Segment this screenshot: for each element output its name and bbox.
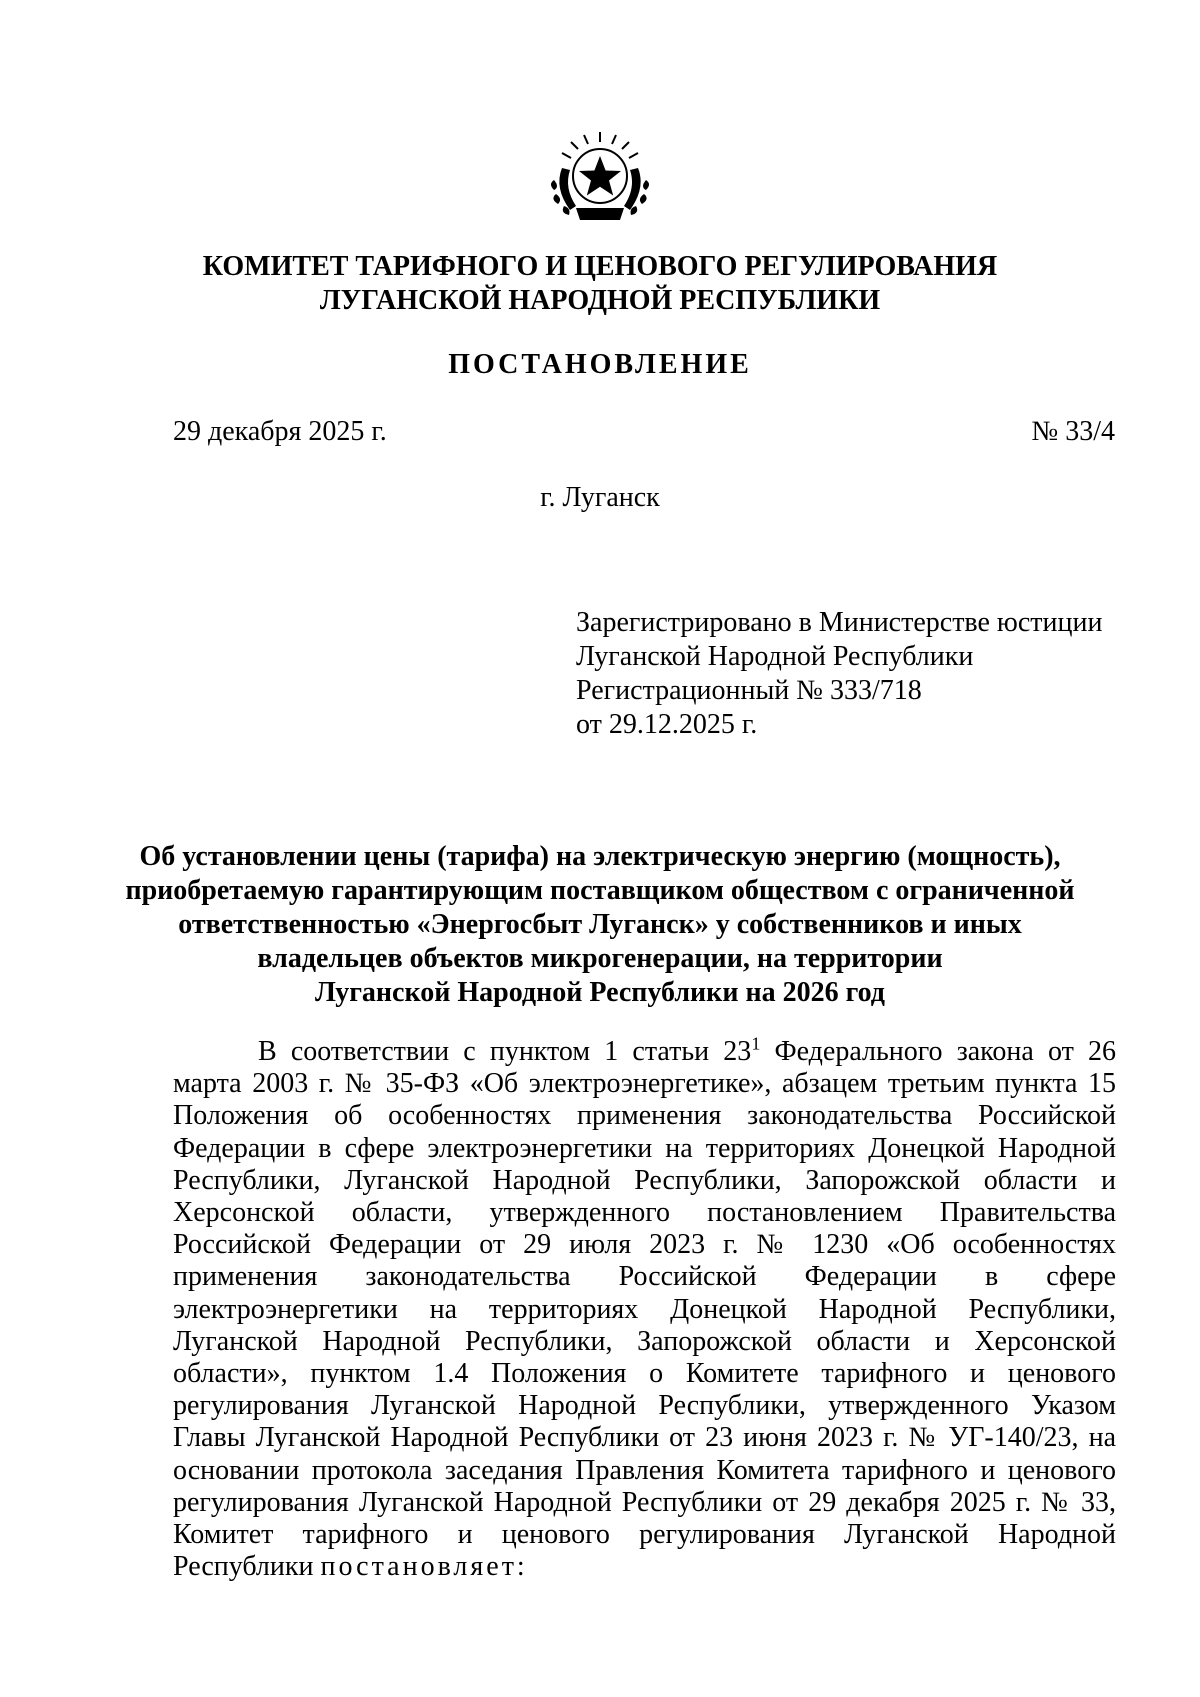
registration-line-2: Луганской Народной Республики bbox=[576, 641, 974, 672]
body-text-part-1: В соответствии с пунктом 1 статьи 23 bbox=[258, 1036, 752, 1067]
body-text-part-2: Федерального закона от 26 марта 2003 г. № 35-ФЗ «Об электроэнергетике», абзацем третьим пункта 15 Положения об особенностях применения законодательства Российской Федерации в сфере электроэнергетики на территориях Донецкой Народной Республики, Луганской Народной Республики, Запорожской области и Херсонской области, утвержденного постановлением Правительства Российской Федерации от 29 июля 2023 г. № 1230 «Об особенностях применения законодательства Российской Федерации в сфере электроэнергетики на территориях Донецкой Народной Республики, Луганской Народной Республики, Запорожской области и Херсонской области», пунктом 1.4 Положения о Комитете тарифного и ценового регулирования Луганской Народной Республики, утвержденного Указом Главы Луганской Народной Республики от 23 июня 2023 г. № УГ-140/23, на основании протокола заседания Правления Комитета тарифного и ценового регулирования Луганской Народной Республики от 29 декабря 2025 г. № 33, Комитет тарифного и ценового регулирования Луганской Народной Республики bbox=[173, 1036, 1116, 1583]
resolution-verb: постановляет: bbox=[320, 1551, 528, 1583]
document-type: ПОСТАНОВЛЕНИЕ bbox=[448, 349, 752, 380]
registration-line-4: от 29.12.2025 г. bbox=[576, 709, 758, 740]
document-number: № 33/4 bbox=[1031, 416, 1115, 447]
registration-line-1: Зарегистрировано в Министерстве юстиции bbox=[576, 607, 1103, 638]
organization-name-line-1: КОМИТЕТ ТАРИФНОГО И ЦЕНОВОГО РЕГУЛИРОВАНИЯ bbox=[202, 251, 998, 282]
title-line-5: Луганской Народной Республики на 2026 год bbox=[315, 977, 885, 1008]
organization-name-line-2: ЛУГАНСКОЙ НАРОДНОЙ РЕСПУБЛИКИ bbox=[319, 285, 881, 316]
document-date: 29 декабря 2025 г. bbox=[173, 416, 387, 447]
organization-name bbox=[0, 250, 1200, 318]
article-superscript: 1 bbox=[751, 1033, 761, 1054]
body-paragraph bbox=[173, 1033, 1116, 1583]
title-line-1: Об установлении цены (тарифа) на электрическую энергию (мощность), bbox=[139, 841, 1061, 872]
registration-line-3: Регистрационный № 333/718 bbox=[576, 675, 922, 706]
title-line-3: ответственностью «Энергосбыт Луганск» у собственников и иных bbox=[178, 909, 1022, 940]
coat-of-arms-emblem-icon bbox=[540, 128, 660, 228]
title-line-2: приобретаемую гарантирующим поставщиком обществом с ограниченной bbox=[125, 875, 1075, 906]
document-city: г. Луганск bbox=[540, 482, 660, 513]
title-line-4: владельцев объектов микрогенерации, на территории bbox=[257, 943, 943, 974]
document-title bbox=[0, 840, 1200, 1010]
registration-block bbox=[576, 606, 1102, 742]
